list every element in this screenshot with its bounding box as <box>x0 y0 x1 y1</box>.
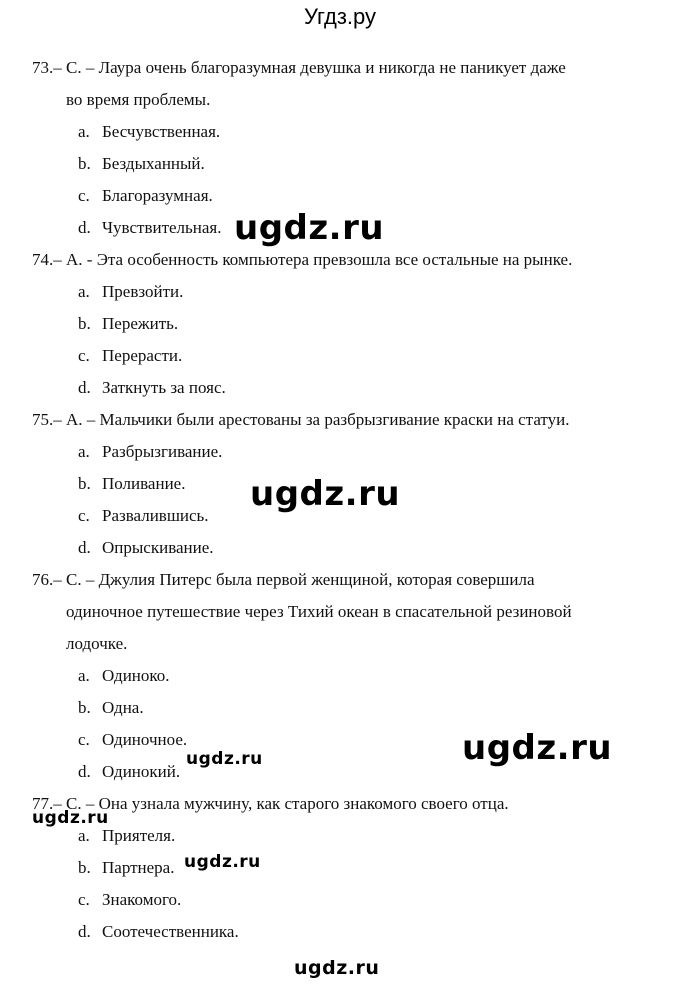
question-73-option-a <box>78 116 220 148</box>
question-76-line-2: одиночное путешествие через Тихий океан в спасательной резиновой <box>66 602 572 621</box>
option-letter: a. <box>78 826 90 845</box>
question-74-option-d <box>78 372 226 404</box>
question-75-option-c <box>78 500 209 532</box>
question-76-option-c <box>78 724 187 756</box>
question-73-option-b <box>78 148 205 180</box>
question-77-option-d <box>78 916 239 948</box>
question-76-text <box>32 564 628 660</box>
option-letter: d. <box>78 538 91 557</box>
option-letter: a. <box>78 282 90 301</box>
question-76-option-a <box>78 660 170 692</box>
option-letter: d. <box>78 218 91 237</box>
question-74-option-b <box>78 308 178 340</box>
option-letter: c. <box>78 346 90 365</box>
option-text: Бездыханный. <box>102 154 205 173</box>
option-text: Партнера. <box>102 858 175 877</box>
option-text: Одна. <box>102 698 144 717</box>
question-75-option-a <box>78 436 222 468</box>
option-letter: b. <box>78 314 91 333</box>
question-76-option-b <box>78 692 144 724</box>
watermark-5: ugdz.ru <box>32 808 109 828</box>
site-title: Угдз.ру <box>303 4 377 29</box>
question-74-option-a <box>78 276 183 308</box>
option-letter: a. <box>78 122 90 141</box>
option-letter: a. <box>78 666 90 685</box>
question-77-option-b <box>78 852 174 884</box>
option-text: Одинокий. <box>102 762 181 781</box>
option-text: Пережить. <box>102 314 179 333</box>
question-73-text-cont: во время проблемы. <box>66 90 211 109</box>
option-text: Развалившись. <box>102 506 209 525</box>
option-text: Бесчувственная. <box>102 122 221 141</box>
option-letter: b. <box>78 474 91 493</box>
watermark-3: ugdz.ru <box>462 728 613 768</box>
option-text: Приятеля. <box>102 826 176 845</box>
option-text: Чувствительная. <box>102 218 222 237</box>
option-text: Превзойти. <box>102 282 184 301</box>
option-letter: d. <box>78 922 91 941</box>
question-73-option-d <box>78 212 222 244</box>
option-letter: d. <box>78 762 91 781</box>
option-text: Одиноко. <box>102 666 170 685</box>
option-letter: b. <box>78 698 91 717</box>
question-77-option-c <box>78 884 181 916</box>
option-letter: c. <box>78 186 90 205</box>
question-75-option-d <box>78 532 214 564</box>
question-76-line-1: 76.– С. – Джулия Питерс была первой женщиной, которая совершила <box>32 570 535 589</box>
option-text: Знакомого. <box>102 890 182 909</box>
option-text: Одиночное. <box>102 730 188 749</box>
option-letter: d. <box>78 378 91 397</box>
question-77-text: 77.– С. – Она узнала мужчину, как старого знакомого своего отца. <box>32 794 509 813</box>
watermark-2: ugdz.ru <box>250 474 401 514</box>
option-text: Заткнуть за пояс. <box>102 378 226 397</box>
question-76-line-3: лодочке. <box>66 634 128 653</box>
question-73-text: 73.– С. – Лаура очень благоразумная девушка и никогда не паникует даже <box>32 58 566 77</box>
option-letter: b. <box>78 858 91 877</box>
option-text: Поливание. <box>102 474 186 493</box>
option-letter: b. <box>78 154 91 173</box>
option-text: Опрыскивание. <box>102 538 214 557</box>
question-76-option-d <box>78 756 180 788</box>
question-73-option-c <box>78 180 213 212</box>
option-text: Соотечественника. <box>102 922 239 941</box>
option-letter: a. <box>78 442 90 461</box>
option-text: Разбрызгивание. <box>102 442 223 461</box>
watermark-7: ugdz.ru <box>294 957 380 979</box>
question-75-option-b <box>78 468 185 500</box>
option-letter: c. <box>78 890 90 909</box>
option-text: Благоразумная. <box>102 186 213 205</box>
question-74-option-c <box>78 340 182 372</box>
watermark-6: ugdz.ru <box>184 852 261 872</box>
watermark-1: ugdz.ru <box>234 208 385 248</box>
option-letter: c. <box>78 506 90 525</box>
question-74-text: 74.– А. - Эта особенность компьютера превзошла все остальные на рынке. <box>32 250 573 269</box>
question-75-text: 75.– А. – Мальчики были арестованы за разбрызгивание краски на статуи. <box>32 410 570 429</box>
option-letter: c. <box>78 730 90 749</box>
option-text: Перерасти. <box>102 346 183 365</box>
watermark-4: ugdz.ru <box>186 749 263 769</box>
